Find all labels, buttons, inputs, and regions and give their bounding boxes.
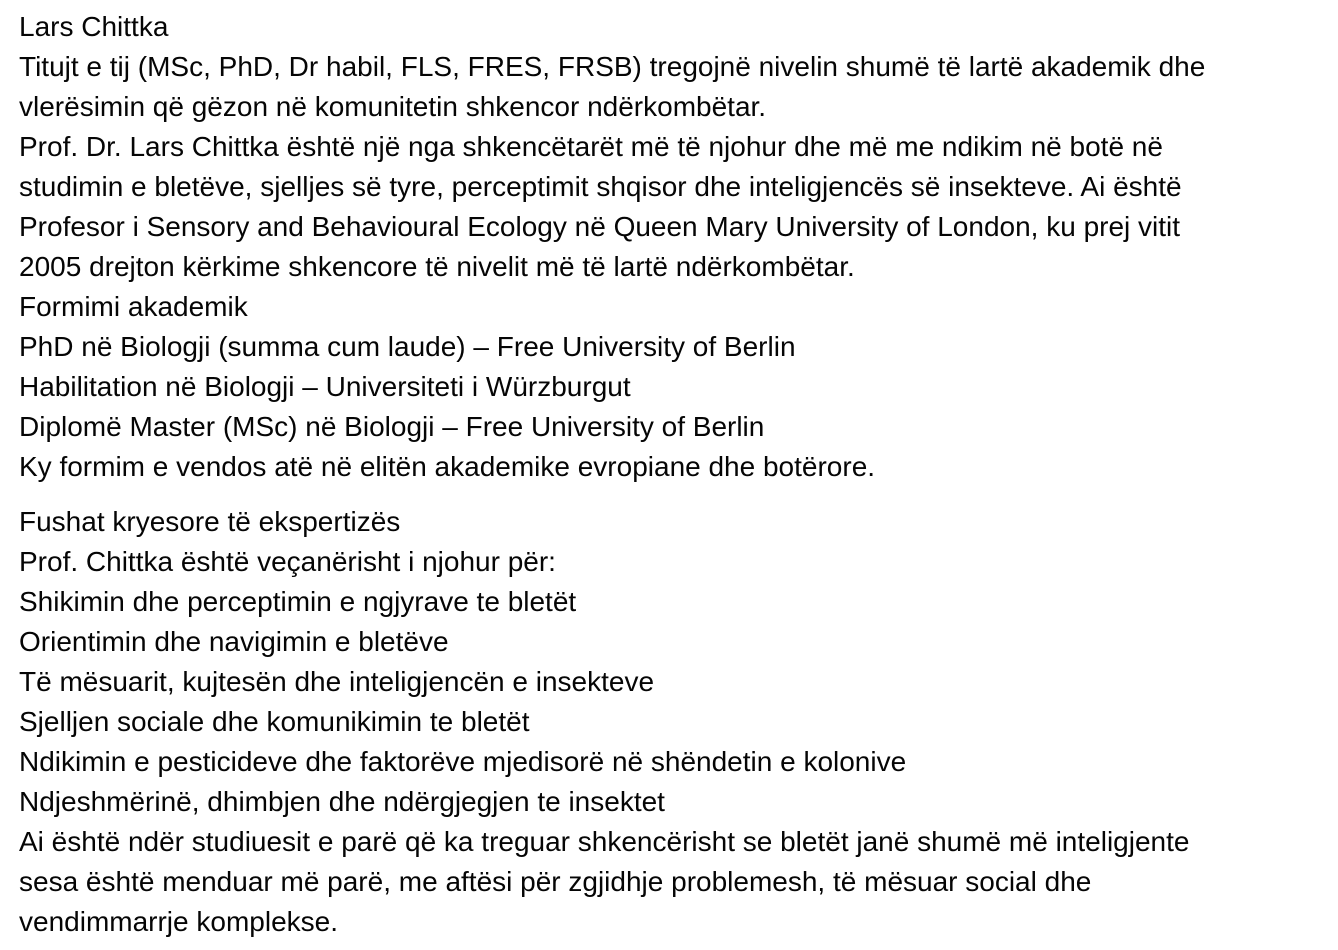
expertise-intro: Prof. Chittka është veçanërisht i njohur për: [19, 546, 556, 577]
conclusion-paragraph [19, 822, 1324, 942]
person-name: Lars Chittka [19, 11, 169, 42]
education-heading: Formimi akademik [19, 291, 248, 322]
post-section-expertise [19, 502, 1324, 942]
expertise-list [19, 582, 1324, 822]
expertise-item: Shikimin dhe perceptimin e ngjyrave te bletët [19, 586, 577, 617]
intro-paragraph [19, 127, 1324, 287]
post-body [19, 7, 1324, 942]
education-item: Habilitation në Biologji – Universiteti i Würzburgut [19, 371, 631, 402]
expertise-heading: Fushat kryesore të ekspertizës [19, 506, 401, 537]
education-item: PhD në Biologji (summa cum laude) – Free University of Berlin [19, 331, 796, 362]
post-section-biography [19, 7, 1324, 487]
text-line: Prof. Dr. Lars Chittka është një nga shkencëtarët më të njohur dhe më me ndikim në botë në [19, 131, 1163, 162]
text-line: 2005 drejton kërkime shkencore të nivelit më të lartë ndërkombëtar. [19, 251, 855, 282]
expertise-item: Të mësuarit, kujtesën dhe inteligjencën e insekteve [19, 666, 655, 697]
text-line: vendimmarrje komplekse. [19, 906, 338, 937]
expertise-item: Ndikimin e pesticideve dhe faktorëve mjedisorë në shëndetin e kolonive [19, 746, 907, 777]
expertise-item: Ndjeshmërinë, dhimbjen dhe ndërgjegjen te insektet [19, 786, 665, 817]
text-line: sesa është menduar më parë, me aftësi për zgjidhje problemesh, të mësuar social dhe [19, 866, 1092, 897]
text-line: Titujt e tij (MSc, PhD, Dr habil, FLS, FRES, FRSB) tregojnë nivelin shumë të lartë akademik dhe [19, 51, 1206, 82]
text-line: Ai është ndër studiuesit e parë që ka treguar shkencërisht se bletët janë shumë më inteligjente [19, 826, 1190, 857]
expertise-item: Sjelljen sociale dhe komunikimin te bletët [19, 706, 530, 737]
education-list [19, 327, 1324, 447]
education-item: Diplomë Master (MSc) në Biologji – Free University of Berlin [19, 411, 765, 442]
text-line: vlerësimin që gëzon në komunitetin shkencor ndërkombëtar. [19, 91, 767, 122]
titles-paragraph [19, 47, 1324, 127]
text-line: Profesor i Sensory and Behavioural Ecology në Queen Mary University of London, ku prej vitit [19, 211, 1181, 242]
education-summary: Ky formim e vendos atë në elitën akademike evropiane dhe botërore. [19, 451, 876, 482]
text-line: studimin e bletëve, sjelljes së tyre, perceptimit shqisor dhe inteligjencës së insekteve. Ai është [19, 171, 1182, 202]
expertise-item: Orientimin dhe navigimin e bletëve [19, 626, 449, 657]
